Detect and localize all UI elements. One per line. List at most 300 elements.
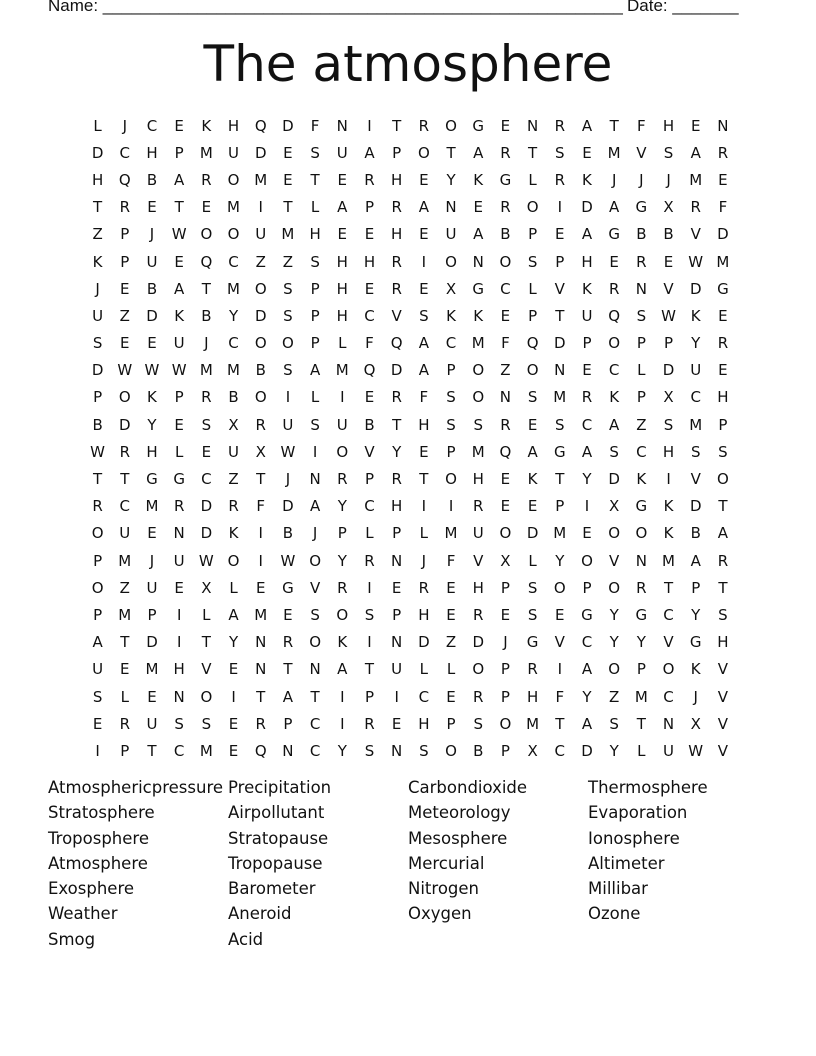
grid-cell: K xyxy=(609,388,620,407)
grid-cell: J xyxy=(149,225,155,244)
grid-cell: C xyxy=(364,497,375,516)
grid-cell: Y xyxy=(392,442,402,461)
grid-cell: T xyxy=(147,741,157,760)
grid-cell: K xyxy=(147,388,157,407)
grid-cell: W xyxy=(198,551,214,570)
grid-cell: H xyxy=(173,660,185,679)
grid-cell: R xyxy=(119,714,130,733)
grid-cell: E xyxy=(364,388,375,407)
grid-cell: T xyxy=(174,198,184,217)
grid-cell: E xyxy=(419,225,429,244)
grid-cell: H xyxy=(662,116,675,135)
grid-cell: B xyxy=(146,279,158,298)
grid-cell: C xyxy=(119,143,131,162)
grid-cell: E xyxy=(364,279,375,298)
word-list-item: Aneroid xyxy=(228,904,292,924)
grid-cell: O xyxy=(635,524,648,543)
grid-cell: H xyxy=(418,605,430,624)
grid-cell: R xyxy=(581,388,593,407)
word-list-item: Atmosphericpressure xyxy=(48,778,224,797)
grid-cell: X xyxy=(663,388,674,407)
grid-cell: V xyxy=(636,143,647,162)
grid-cell: S xyxy=(310,252,320,271)
grid-cell: V xyxy=(473,551,484,570)
grid-cell: H xyxy=(336,252,348,271)
grid-cell: D xyxy=(200,524,213,543)
grid-cell: Z xyxy=(500,361,511,380)
grid-cell: N xyxy=(391,551,403,570)
grid-cell: E xyxy=(283,605,293,624)
grid-cell: E xyxy=(174,578,184,597)
grid-cell: G xyxy=(146,470,158,489)
grid-cell: D xyxy=(554,334,566,353)
grid-cell: P xyxy=(500,660,510,679)
grid-cell: Q xyxy=(499,442,512,461)
grid-cell: P xyxy=(283,714,293,733)
grid-cell: Y xyxy=(582,687,592,706)
grid-cell: M xyxy=(607,143,621,162)
grid-cell: I xyxy=(394,687,399,706)
grid-cell: H xyxy=(662,442,675,461)
grid-cell: P xyxy=(446,361,456,380)
grid-cell: J xyxy=(666,170,671,189)
grid-cell: I xyxy=(340,687,345,706)
grid-cell: O xyxy=(417,143,430,162)
grid-cell: R xyxy=(554,170,565,189)
grid-cell: R xyxy=(282,633,294,652)
grid-cell: M xyxy=(444,524,458,543)
grid-cell: D xyxy=(472,633,484,652)
grid-cell: O xyxy=(227,225,240,244)
grid-cell: I xyxy=(258,198,263,217)
grid-cell: A xyxy=(609,198,620,217)
grid-cell: K xyxy=(228,524,239,543)
grid-cell: S xyxy=(283,361,293,380)
grid-cell: M xyxy=(227,198,240,217)
grid-cell: I xyxy=(176,633,182,652)
grid-cell: Y xyxy=(337,741,347,760)
grid-cell: K xyxy=(690,660,701,679)
grid-cell: H xyxy=(146,442,158,461)
grid-cell: E xyxy=(337,225,348,244)
grid-cell: H xyxy=(309,225,321,244)
grid-cell: E xyxy=(120,660,130,679)
grid-cell: W xyxy=(144,361,160,380)
grid-cell: D xyxy=(418,633,430,652)
grid-cell: H xyxy=(717,633,729,652)
grid-cell: Z xyxy=(119,578,130,597)
grid-cell: R xyxy=(255,415,266,434)
grid-cell: T xyxy=(446,143,456,162)
grid-cell: J xyxy=(693,687,698,706)
grid-cell: E xyxy=(582,524,592,543)
grid-cell: L xyxy=(637,361,646,380)
grid-cell: O xyxy=(499,714,512,733)
grid-cell: S xyxy=(718,605,728,624)
grid-cell: E xyxy=(391,578,402,597)
grid-cell: E xyxy=(582,143,592,162)
grid-cell: A xyxy=(690,143,701,162)
grid-cell: N xyxy=(255,660,267,679)
grid-cell: S xyxy=(174,714,184,733)
grid-cell: X xyxy=(500,551,511,570)
grid-cell: W xyxy=(171,225,187,244)
grid-cell: U xyxy=(445,225,457,244)
grid-cell: V xyxy=(717,741,729,760)
grid-cell: S xyxy=(364,605,375,624)
grid-cell: Z xyxy=(636,415,647,434)
grid-cell: I xyxy=(367,116,372,135)
grid-cell: O xyxy=(336,605,349,624)
grid-cell: B xyxy=(201,306,212,325)
grid-cell: O xyxy=(608,578,621,597)
grid-cell: A xyxy=(228,605,239,624)
grid-cell: H xyxy=(717,388,729,407)
grid-cell: E xyxy=(147,198,157,217)
word-list-item: Stratopause xyxy=(228,828,329,848)
word-list-item: Barometer xyxy=(228,879,316,899)
grid-cell: V xyxy=(717,687,729,706)
grid-cell: E xyxy=(500,497,511,516)
grid-cell: R xyxy=(364,714,375,733)
grid-cell: G xyxy=(282,578,294,597)
grid-cell: K xyxy=(582,170,592,189)
grid-cell: I xyxy=(95,741,100,760)
grid-cell: K xyxy=(636,470,647,489)
grid-cell: B xyxy=(92,415,103,434)
grid-cell: X xyxy=(690,714,701,733)
grid-cell: N xyxy=(662,714,675,733)
grid-cell: N xyxy=(717,116,729,135)
grid-cell: S xyxy=(419,306,429,325)
grid-cell: W xyxy=(661,306,676,325)
grid-cell: N xyxy=(635,279,647,298)
grid-cell: A xyxy=(174,170,185,189)
grid-cell: C xyxy=(418,687,430,706)
grid-cell: H xyxy=(146,143,158,162)
grid-cell: C xyxy=(146,116,158,135)
grid-cell: Y xyxy=(555,551,565,570)
grid-cell: T xyxy=(283,660,293,679)
grid-cell: D xyxy=(608,470,620,489)
grid-cell: O xyxy=(608,334,621,353)
grid-cell: E xyxy=(500,470,511,489)
grid-cell: L xyxy=(446,660,456,679)
grid-cell: S xyxy=(609,714,619,733)
grid-cell: L xyxy=(528,170,537,189)
grid-cell: N xyxy=(635,551,647,570)
grid-cell: E xyxy=(120,279,130,298)
grid-cell: L xyxy=(93,116,102,135)
grid-cell: P xyxy=(310,306,320,325)
grid-cell: T xyxy=(201,633,211,652)
date-field: Date: _______ xyxy=(627,0,739,15)
grid-cell: E xyxy=(419,279,429,298)
grid-cell: E xyxy=(92,714,103,733)
grid-cell: Y xyxy=(582,470,592,489)
grid-cell: Y xyxy=(337,497,347,516)
grid-cell: O xyxy=(717,470,729,489)
grid-cell: F xyxy=(256,497,266,516)
grid-cell: L xyxy=(310,198,320,217)
grid-cell: H xyxy=(526,687,539,706)
grid-cell: U xyxy=(146,578,158,597)
grid-cell: E xyxy=(174,116,184,135)
grid-cell: Y xyxy=(609,633,619,652)
grid-cell: R xyxy=(391,279,402,298)
grid-cell: U xyxy=(472,524,484,543)
grid-cell: E xyxy=(473,198,483,217)
grid-cell: T xyxy=(256,687,266,706)
grid-cell: K xyxy=(201,116,212,135)
grid-cell: G xyxy=(717,279,729,298)
grid-cell: I xyxy=(584,497,590,516)
grid-cell: W xyxy=(280,551,296,570)
grid-cell: O xyxy=(227,551,240,570)
grid-cell: P xyxy=(93,605,103,624)
grid-cell: M xyxy=(118,605,132,624)
grid-cell: P xyxy=(364,687,374,706)
grid-cell: D xyxy=(91,361,104,380)
word-list-item: Millibar xyxy=(588,879,648,899)
grid-cell: L xyxy=(528,551,537,570)
grid-cell: H xyxy=(418,415,430,434)
grid-cell: A xyxy=(581,116,593,135)
grid-cell: P xyxy=(364,198,374,217)
grid-cell: R xyxy=(92,497,103,516)
grid-cell: G xyxy=(608,225,620,244)
grid-cell: A xyxy=(581,714,593,733)
grid-cell: I xyxy=(367,578,372,597)
grid-cell: O xyxy=(445,470,457,489)
grid-cell: M xyxy=(689,415,703,434)
grid-cell: M xyxy=(199,741,213,760)
grid-cell: K xyxy=(473,170,484,189)
grid-cell: P xyxy=(555,252,565,271)
grid-cell: U xyxy=(336,143,348,162)
grid-cell: L xyxy=(229,578,238,597)
grid-cell: P xyxy=(718,415,728,434)
grid-cell: U xyxy=(92,660,104,679)
grid-cell: A xyxy=(609,415,620,434)
grid-cell: R xyxy=(690,198,701,217)
grid-cell: V xyxy=(554,279,565,298)
grid-cell: G xyxy=(581,605,593,624)
grid-cell: D xyxy=(119,415,131,434)
grid-cell: R xyxy=(500,198,511,217)
word-list xyxy=(48,778,788,955)
grid-cell: J xyxy=(204,334,209,353)
grid-cell: O xyxy=(445,116,457,135)
grid-cell: I xyxy=(666,470,671,489)
grid-cell: F xyxy=(637,116,646,135)
grid-cell: S xyxy=(690,442,701,461)
grid-cell: X xyxy=(255,442,266,461)
grid-cell: Q xyxy=(118,170,131,189)
grid-cell: S xyxy=(201,714,212,733)
grid-cell: T xyxy=(392,116,402,135)
grid-cell: T xyxy=(120,470,130,489)
grid-cell: P xyxy=(120,252,130,271)
grid-cell: L xyxy=(365,524,374,543)
grid-cell: R xyxy=(391,470,402,489)
grid-cell: T xyxy=(718,578,728,597)
grid-cell: T xyxy=(392,415,402,434)
grid-cell: A xyxy=(473,225,484,244)
grid-cell: J xyxy=(285,470,291,489)
grid-cell: R xyxy=(391,252,402,271)
grid-cell: H xyxy=(227,116,240,135)
grid-cell: M xyxy=(118,551,132,570)
grid-cell: V xyxy=(717,660,729,679)
grid-cell: P xyxy=(93,388,103,407)
grid-cell: U xyxy=(581,306,593,325)
grid-cell: E xyxy=(147,334,157,353)
grid-cell: M xyxy=(471,334,485,353)
grid-cell: M xyxy=(281,225,295,244)
grid-cell: E xyxy=(500,306,511,325)
grid-cell: R xyxy=(608,279,620,298)
grid-cell: A xyxy=(690,551,701,570)
grid-cell: C xyxy=(663,687,674,706)
grid-cell: D xyxy=(689,497,702,516)
grid-cell: B xyxy=(500,225,511,244)
grid-cell: K xyxy=(174,306,185,325)
grid-cell: J xyxy=(122,116,127,135)
word-list-item: Evaporation xyxy=(588,803,688,823)
grid-cell: R xyxy=(473,497,484,516)
grid-cell: P xyxy=(120,225,130,244)
grid-cell: A xyxy=(527,442,538,461)
grid-cell: T xyxy=(310,170,320,189)
grid-cell: D xyxy=(717,225,729,244)
grid-cell: I xyxy=(421,497,427,516)
grid-cell: W xyxy=(688,741,704,760)
grid-cell: E xyxy=(663,252,674,271)
grid-cell: X xyxy=(663,198,674,217)
grid-cell: V xyxy=(391,306,402,325)
grid-cell: L xyxy=(120,687,129,706)
grid-cell: R xyxy=(364,551,375,570)
grid-cell: P xyxy=(500,687,510,706)
grid-cell: X xyxy=(609,497,620,516)
grid-cell: E xyxy=(337,170,348,189)
grid-cell: Q xyxy=(200,252,213,271)
grid-cell: V xyxy=(690,470,701,489)
grid-cell: B xyxy=(282,524,294,543)
grid-cell: C xyxy=(201,470,212,489)
grid-cell: K xyxy=(663,497,674,516)
grid-cell: D xyxy=(254,143,267,162)
grid-cell: B xyxy=(663,225,674,244)
grid-cell: G xyxy=(635,198,648,217)
grid-cell: E xyxy=(419,442,429,461)
grid-cell: R xyxy=(554,116,565,135)
grid-cell: D xyxy=(254,306,267,325)
grid-cell: A xyxy=(418,334,429,353)
grid-cell: S xyxy=(636,306,647,325)
grid-cell: I xyxy=(557,198,562,217)
word-list-item: Mesosphere xyxy=(408,828,508,848)
grid-cell: Q xyxy=(526,334,539,353)
grid-cell: B xyxy=(255,361,266,380)
grid-cell: E xyxy=(582,361,592,380)
grid-cell: R xyxy=(717,143,729,162)
grid-cell: G xyxy=(472,279,485,298)
grid-cell: R xyxy=(228,497,239,516)
grid-cell: Y xyxy=(609,605,619,624)
grid-cell: C xyxy=(663,605,674,624)
grid-cell: U xyxy=(663,741,675,760)
grid-cell: N xyxy=(391,741,403,760)
grid-cell: I xyxy=(340,714,345,733)
grid-cell: G xyxy=(499,170,512,189)
grid-cell: C xyxy=(500,279,511,298)
grid-cell: K xyxy=(337,633,348,652)
word-list-item: Weather xyxy=(48,904,118,924)
grid-cell: P xyxy=(147,605,157,624)
grid-cell: S xyxy=(663,415,674,434)
grid-cell: W xyxy=(90,442,106,461)
grid-cell: T xyxy=(636,714,646,733)
grid-cell: N xyxy=(309,470,321,489)
grid-cell: C xyxy=(581,415,593,434)
grid-cell: P xyxy=(691,578,701,597)
grid-cell: C xyxy=(690,388,701,407)
grid-cell: N xyxy=(173,687,185,706)
grid-cell: E xyxy=(174,252,184,271)
grid-cell: S xyxy=(310,143,320,162)
grid-cell: H xyxy=(391,497,403,516)
grid-cell: E xyxy=(609,252,619,271)
grid-cell: P xyxy=(310,334,320,353)
grid-cell: P xyxy=(310,279,320,298)
grid-cell: O xyxy=(526,198,539,217)
grid-cell: S xyxy=(310,415,320,434)
grid-cell: O xyxy=(608,660,621,679)
grid-cell: S xyxy=(92,334,103,353)
grid-cell: E xyxy=(364,225,375,244)
grid-cell: M xyxy=(145,660,159,679)
grid-cell: R xyxy=(337,578,348,597)
grid-cell: B xyxy=(690,524,701,543)
grid-cell: M xyxy=(716,252,730,271)
grid-cell: M xyxy=(227,279,240,298)
grid-cell: F xyxy=(501,334,510,353)
grid-cell: L xyxy=(310,388,320,407)
name-field: Name: _______________________________________________________ xyxy=(48,0,623,15)
grid-cell: T xyxy=(555,306,565,325)
grid-cell: Y xyxy=(446,170,456,189)
grid-cell: T xyxy=(120,633,130,652)
grid-cell: H xyxy=(472,470,484,489)
grid-cell: X xyxy=(201,578,212,597)
grid-cell: W xyxy=(171,361,187,380)
grid-cell: T xyxy=(256,470,266,489)
grid-cell: O xyxy=(472,388,485,407)
grid-cell: A xyxy=(581,442,593,461)
grid-cell: R xyxy=(473,687,484,706)
grid-cell: N xyxy=(255,633,267,652)
grid-cell: I xyxy=(258,551,263,570)
grid-cell: E xyxy=(527,415,538,434)
grid-cell: E xyxy=(690,116,701,135)
grid-cell: P xyxy=(636,660,646,679)
grid-cell: F xyxy=(310,116,320,135)
grid-cell: P xyxy=(446,442,456,461)
grid-cell: E xyxy=(555,605,565,624)
grid-cell: N xyxy=(336,116,348,135)
